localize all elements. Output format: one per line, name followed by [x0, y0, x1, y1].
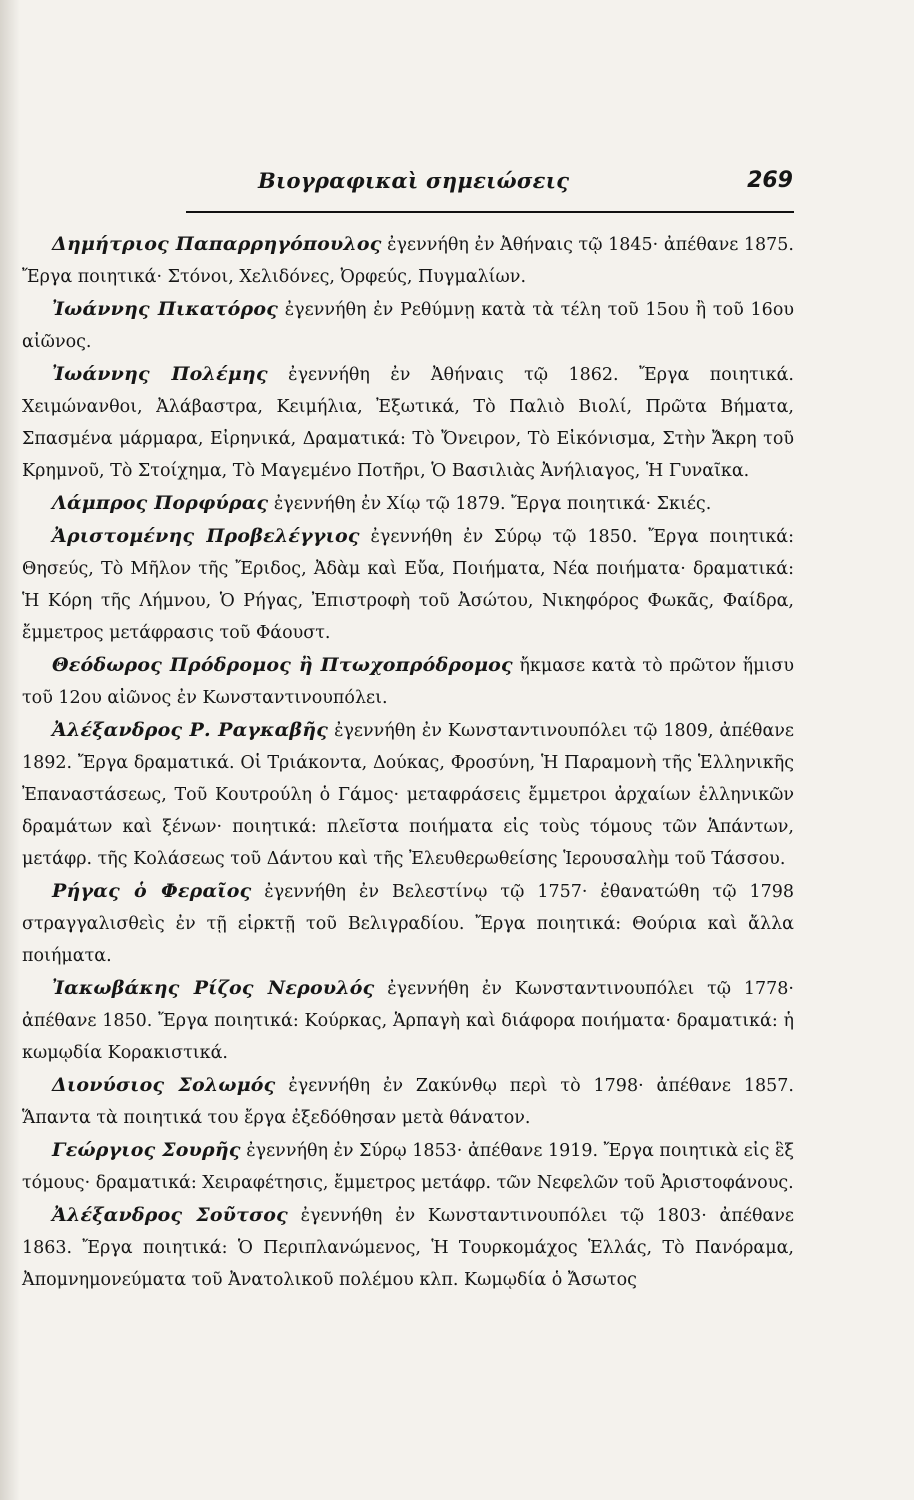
- entry-text: ἐγεννήθη ἐν Χίῳ τῷ 1879. Ἔργα ποιητικά· Σκιές.: [268, 494, 712, 514]
- entry-name: Ρήγας ὁ Φεραῖος: [52, 880, 252, 902]
- entry-name: Διονύσιος Σολωμός: [52, 1074, 276, 1096]
- entry-text: ἐγεννήθη ἐν Ἀθήναις τῷ 1862. Ἔργα ποιητικά. Χειμώνανθοι, Ἀλάβαστρα, Κειμήλια, Ἐξωτικά, Τὸ Παλιὸ Βιολί, Πρῶτα Βήματα, Σπασμένα μάρμαρα, Εἰρηνικά, Δραματικά: Τὸ Ὄνειρον, Τὸ Εἰκόνισμα, Στὴν Ἄκρη τοῦ Κρημνοῦ, Τὸ Στοίχημα, Τὸ Μαγεμένο Ποτῆρι, Ὁ Βασιλιὰς Ἀνήλιαγος, Ἡ Γυναῖκα.: [22, 365, 794, 481]
- entry-name: Ἀριστομένης Προβελέγγιος: [52, 525, 360, 547]
- entry-text: ἐγεννήθη ἐν Βελεστίνῳ τῷ 1757· ἐθανατώθη τῷ 1798 στραγγαλισθεὶς ἐν τῇ εἱρκτῇ τοῦ Βελιγραδίου. Ἔργα ποιητικά: Θούρια καὶ ἄλλα ποιήματα.: [22, 882, 795, 966]
- entry-rangavis: [22, 714, 794, 875]
- entry-rizos-neroulos: [22, 972, 794, 1069]
- entry-soutsos: [22, 1199, 794, 1296]
- page-header: [258, 168, 793, 198]
- entry-rigas-feraios: [22, 875, 794, 972]
- entry-name: Ἰωάννης Πικατόρος: [52, 298, 278, 320]
- entry-pikatoros: [22, 293, 794, 358]
- entry-provelengios: [22, 520, 794, 649]
- entry-text: ἐγεννήθη ἐν Κωνσταντινουπόλει τῷ 1778· ἀπέθανε 1850. Ἔργα ποιητικά: Κούρκας, Ἁρπαγὴ καὶ διάφορα ποιήματα· δραματικά: ἡ κωμῳδία Κορακιστικά.: [22, 979, 794, 1063]
- entry-text: ἐγεννήθη ἐν Ρεθύμνῃ κατὰ τὰ τέλη τοῦ 15ου ἢ τοῦ 16ου αἰῶνος.: [22, 300, 794, 352]
- running-title: Βιογραφικαὶ σημειώσεις: [258, 168, 570, 193]
- entry-porfyras: [22, 487, 794, 520]
- entry-name: Δημήτριος Παπαρρηγόπουλος: [52, 233, 382, 255]
- entry-text: ἐγεννήθη ἐν Σύρῳ τῷ 1850. Ἔργα ποιητικά: Θησεύς, Τὸ Μῆλον τῆς Ἔριδος, Ἀδὰμ καὶ Εὔα, Ποιήματα, Νέα ποιήματα· δραματικά: Ἡ Κόρη τῆς Λήμνου, Ὁ Ρήγας, Ἐπιστροφὴ τοῦ Ἀσώτου, Νικηφόρος Φωκᾶς, Φαίδρα, ἔμμετρος μετάφρασις τοῦ Φάουστ.: [22, 527, 794, 643]
- entry-prodromos: [22, 649, 794, 714]
- entry-text: ἐγεννήθη ἐν Κωνσταντινουπόλει τῷ 1803· ἀπέθανε 1863. Ἔργα ποιητικά: Ὁ Περιπλανώμενος, Ἡ Τουρκομάχος Ἑλλάς, Τὸ Πανόραμα, Ἀπομνημονεύματα τοῦ Ἀνατολικοῦ πολέμου κλπ. Κωμῳδία ὁ Ἄσωτος: [22, 1206, 795, 1290]
- header-rule: [186, 211, 794, 213]
- entry-name: Λάμπρος Πορφύρας: [52, 492, 269, 514]
- biographical-notes: [22, 228, 794, 1296]
- page-edge-shadow: [0, 0, 20, 1500]
- entry-name: Ἰακωβάκης Ρίζος Νερουλός: [52, 977, 375, 999]
- entry-text: ἐγεννήθη ἐν Κωνσταντινουπόλει τῷ 1809, ἀπέθανε 1892. Ἔργα δραματικά. Οἱ Τριάκοντα, Δούκας, Φροσύνη, Ἡ Παραμονὴ τῆς Ἑλληνικῆς Ἐπαναστάσεως, Τοῦ Κουτρούλη ὁ Γάμος· μεταφράσεις ἔμμετροι ἀρχαίων ἑλληνικῶν δραμάτων καὶ ξένων· ποιητικά: πλεῖστα ποιήματα εἰς τοὺς τόμους τῶν Ἁπάντων, μετάφρ. τῆς Κολάσεως τοῦ Δάντου καὶ τῆς Ἐλευθερωθείσης Ἱερουσαλὴμ τοῦ Τάσσου.: [22, 721, 794, 869]
- entry-name: Ἰωάννης Πολέμης: [52, 363, 268, 385]
- entry-name: Γεώργιος Σουρῆς: [52, 1139, 241, 1161]
- entry-text: ἤκμασε κατὰ τὸ πρῶτον ἥμισυ τοῦ 12ου αἰῶνος ἐν Κωνσταντινουπόλει.: [22, 656, 794, 708]
- entry-souris: [22, 1134, 794, 1199]
- entry-name: Ἀλέξανδρος Ρ. Ραγκαβῆς: [52, 719, 329, 741]
- entry-text: ἐγεννήθη ἐν Ἀθήναις τῷ 1845· ἀπέθανε 1875. Ἔργα ποιητικά· Στόνοι, Χελιδόνες, Ὀρφεύς, Πυγμαλίων.: [22, 235, 794, 287]
- page-number: 269: [747, 168, 793, 193]
- entry-text: ἐγεννήθη ἐν Σύρῳ 1853· ἀπέθανε 1919. Ἔργα ποιητικὰ εἰς ἓξ τόμους· δραματικά: Χειραφέτησις, ἔμμετρος μετάφρ. τῶν Νεφελῶν τοῦ Ἀριστοφάνους.: [22, 1141, 795, 1193]
- entry-name: Θεόδωρος Πρόδρομος ἢ Πτωχοπρόδρομος: [52, 654, 513, 676]
- entry-paparrigopoulos: [22, 228, 794, 293]
- entry-solomos: [22, 1069, 794, 1134]
- entry-name: Ἀλέξανδρος Σοῦτσος: [52, 1204, 288, 1226]
- entry-text: ἐγεννήθη ἐν Ζακύνθῳ περὶ τὸ 1798· ἀπέθανε 1857. Ἅπαντα τὰ ποιητικά του ἔργα ἐξεδόθησαν μετὰ θάνατον.: [22, 1076, 794, 1128]
- entry-polemis: [22, 358, 794, 487]
